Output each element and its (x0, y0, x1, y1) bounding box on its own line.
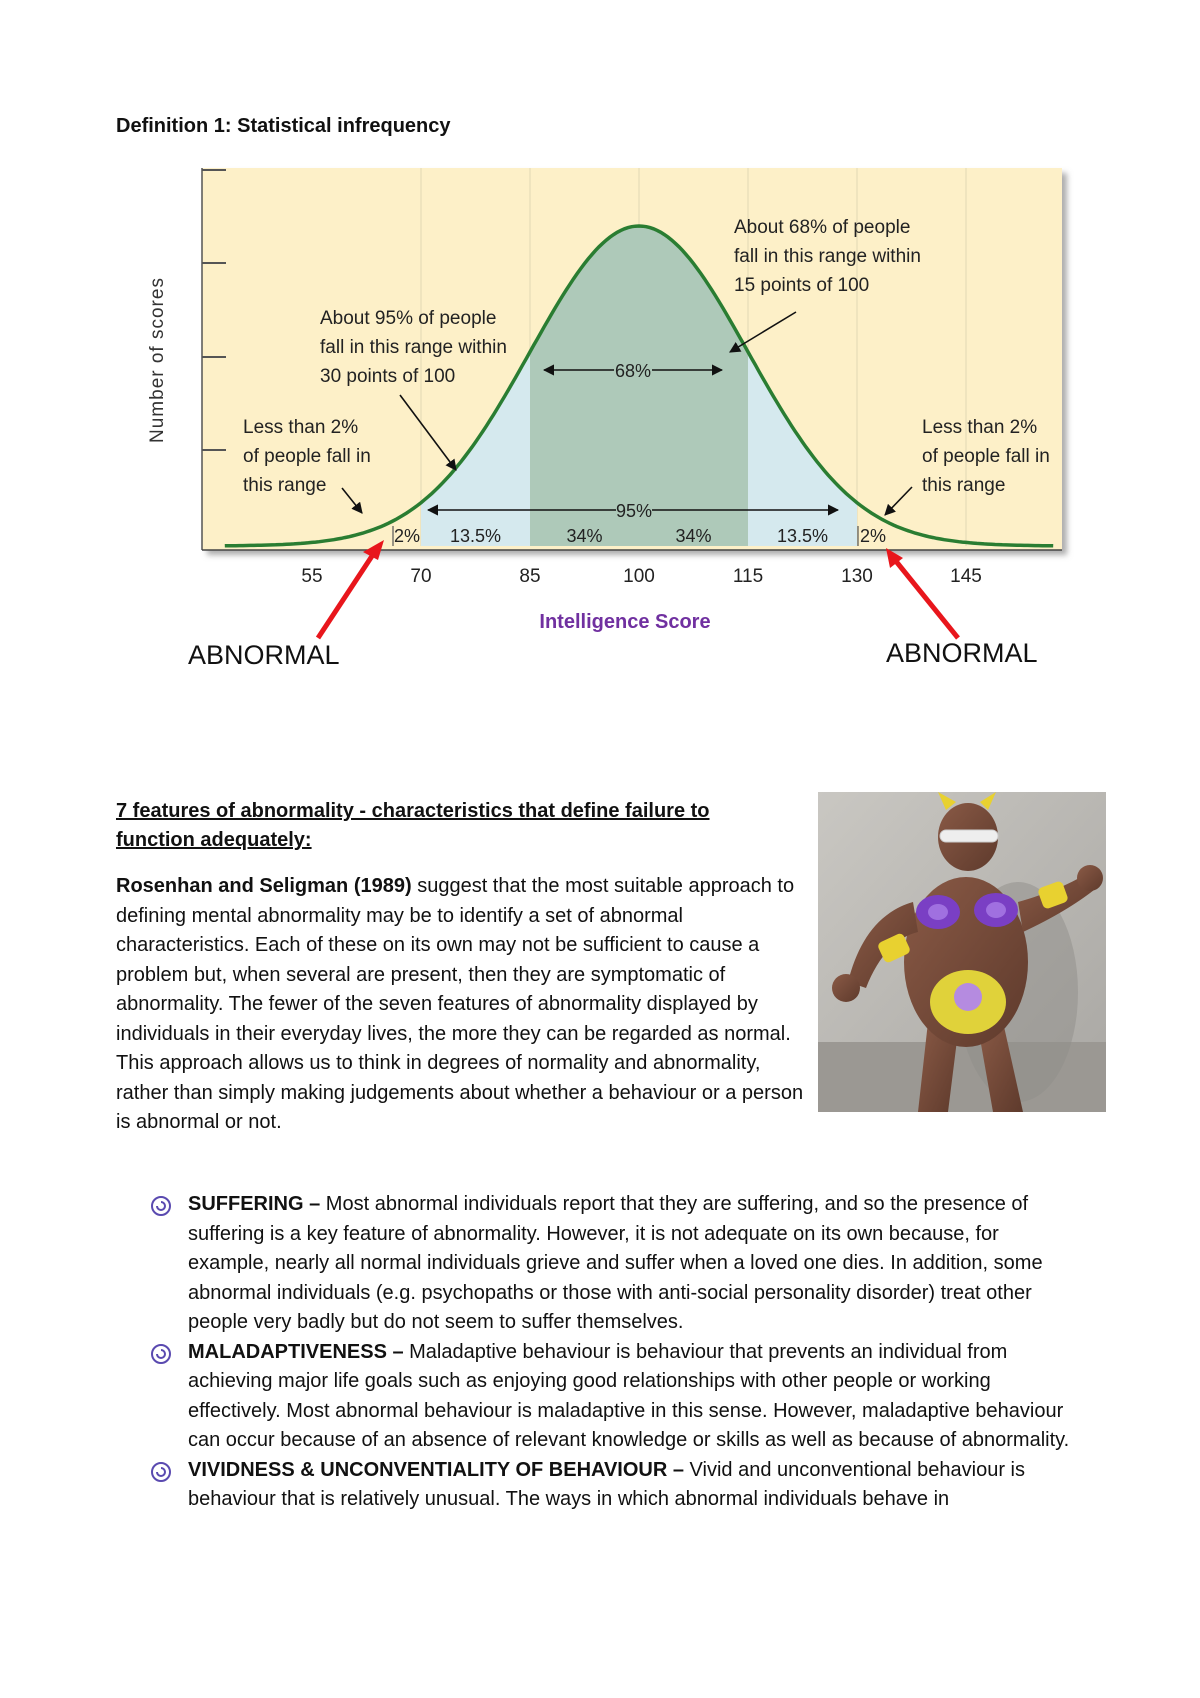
band-percent-label: 13.5% (776, 526, 829, 546)
normal-distribution-figure (0, 0, 1200, 700)
x-tick-label: 115 (732, 566, 764, 587)
annotation-line: this range (922, 475, 1006, 496)
spiral-bullet-icon (150, 1343, 172, 1365)
range-68-label: 68% (614, 361, 652, 381)
red-arrow-left (318, 553, 374, 638)
feature-term: VIVIDNESS & UNCONVENTIALITY OF BEHAVIOUR – (188, 1458, 684, 1481)
annotation-line: Less than 2% (243, 417, 359, 438)
abnormal-label-right: ABNORMAL (886, 638, 1038, 668)
intro-paragraph (116, 872, 806, 1138)
list-item (150, 1190, 1080, 1338)
annotation-line: 30 points of 100 (320, 366, 456, 387)
y-axis-label: Number of scores (147, 277, 168, 443)
x-tick-labels (301, 566, 981, 587)
features-list (150, 1190, 1080, 1515)
feature-term: SUFFERING – (188, 1193, 321, 1215)
section2-title: 7 features of abnormality - characteristics that define failure to function adequately: (116, 800, 710, 851)
x-tick-label: 55 (301, 566, 323, 587)
band-percent-label: 34% (566, 526, 603, 546)
list-item (150, 1338, 1080, 1456)
annotation-line: fall in this range within (734, 246, 921, 267)
band-percent-label: 2% (393, 526, 421, 546)
feature-term: MALADAPTIVENESS – (188, 1340, 404, 1363)
annotation-line: About 68% of people (734, 217, 911, 238)
x-tick-label: 145 (950, 566, 982, 587)
section1-title: Definition 1: Statistical infrequency (116, 115, 451, 137)
annotation-line: of people fall in (922, 446, 1050, 467)
x-tick-label: 130 (841, 566, 873, 587)
feature-description: Most abnormal individuals report that they are suffering, and so the presence of suffering is a key feature of abnormality. However, it is not adequate on its own because, for example, nearly all normal individuals grieve and suffer when a loved one dies. In addition, some abnormal individuals (e.g. psychopaths or those with anti-social personality disorder) treat other people very badly but do not seem to suffer themselves. (188, 1193, 1043, 1333)
feature-description: Vivid and unconventional behaviour is behaviour that is relatively unusual. The ways in which abnormal individuals behave in (188, 1458, 1025, 1510)
x-tick-label: 70 (410, 566, 432, 587)
spiral-bullet-icon (150, 1195, 172, 1217)
annotation-line: Less than 2% (922, 417, 1038, 438)
annotation-line: this range (243, 475, 327, 496)
feature-description: Maladaptive behaviour is behaviour that prevents an individual from achieving major life goals such as enjoying good relationships with other people or working effectively. Most abnormal behaviour is maladaptive in this sense. However, maladaptive behaviour can occur because of an absence of relevant knowledge or skills as well as because of abnormality. (188, 1340, 1070, 1451)
band-percent-label: 2% (859, 526, 887, 546)
band-percent-label: 13.5% (449, 526, 502, 546)
x-axis-label: Intelligence Score (539, 611, 711, 633)
range-95-label: 95% (615, 501, 653, 521)
intro-body: suggest that the most suitable approach to defining mental abnormality may be to identify a set of abnormal characteristics. Each of these on its own may not be sufficient to cause a problem but, when several are present, then they are symptomatic of abnormality. The fewer of the seven features of abnormality displayed by individuals in their everyday lives, the more they can be regarded as normal. This approach allows us to think in degrees of normality and abnormality, rather than simply making judgements about whether a behaviour or a person is abnormal or not. (116, 875, 804, 1133)
annotation-line: About 95% of people (320, 308, 497, 329)
list-item (150, 1456, 1080, 1515)
x-tick-label: 100 (623, 566, 655, 587)
annotation-line: of people fall in (243, 446, 371, 467)
intro-citation: Rosenhan and Seligman (1989) (116, 875, 412, 897)
x-tick-label: 85 (519, 566, 541, 587)
annotation-line: fall in this range within (320, 337, 507, 358)
abnormal-label-left: ABNORMAL (188, 640, 340, 670)
costumed-man-photo (818, 792, 1106, 1112)
red-arrow-right (895, 560, 958, 638)
band-percent-label: 34% (675, 526, 712, 546)
annotation-line: 15 points of 100 (734, 275, 870, 296)
spiral-bullet-icon (150, 1461, 172, 1483)
